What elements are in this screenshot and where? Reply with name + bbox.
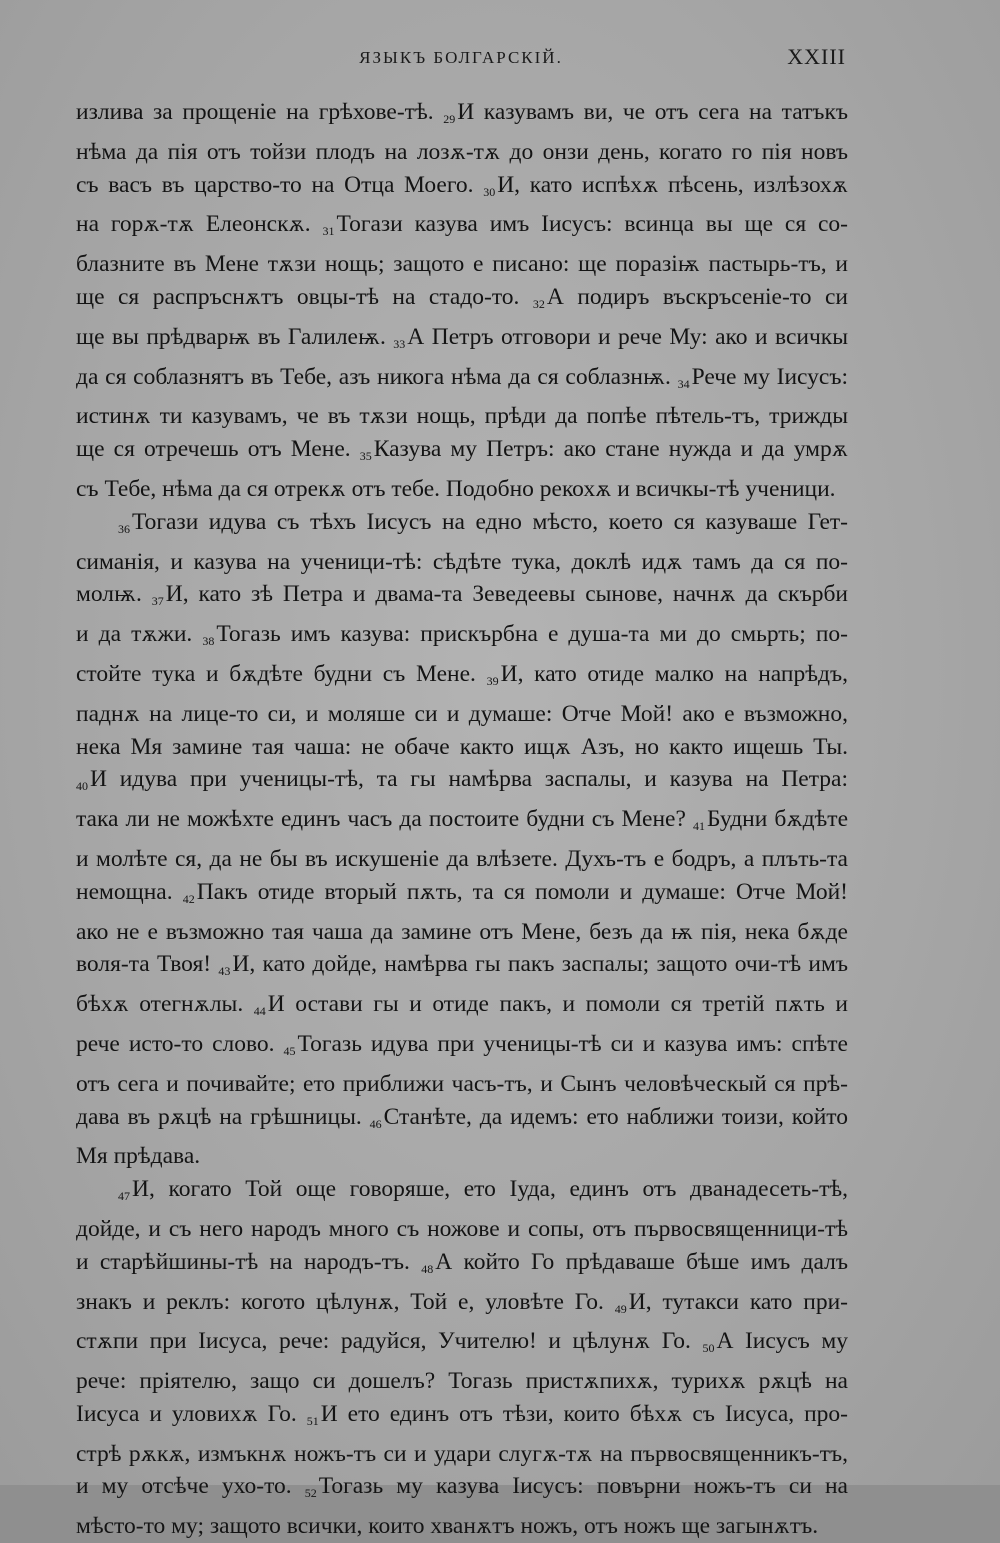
verse-number: 35	[359, 449, 372, 464]
text-segment: ще вы прѣдварѭ въ Галилеѭ.	[76, 323, 394, 350]
verse-number: 42	[182, 891, 195, 906]
text-line	[76, 1365, 848, 1398]
text-line	[76, 803, 848, 843]
verse-number: 48	[421, 1261, 434, 1276]
text-segment: Пакъ отиде вторый пѫть, та ся помоли и думаше: Отче Мой!	[196, 878, 848, 905]
text-segment: И, когато Той още говоряше, ето Іуда, единъ отъ дванадесеть-тѣ,	[132, 1176, 848, 1203]
text-line	[76, 843, 848, 876]
verse-number: 41	[693, 819, 706, 834]
text-line	[76, 321, 848, 361]
text-segment: съ Тебе, нѣма да ся отрекѫ отъ тебе. Подобно рекохѫ и всичкы-тѣ ученици.	[76, 475, 836, 502]
text-segment: Станѣте, да идемъ: ето наближи тоизи, който	[383, 1103, 848, 1130]
body-text	[76, 96, 848, 1543]
text-segment: нека Мя замине тая чаша: не обаче както ищѫ Азъ, но както ищешь Ты.	[76, 733, 848, 760]
verse-number: 29	[443, 112, 456, 126]
text-segment: немощна.	[76, 878, 183, 905]
text-line	[76, 169, 848, 209]
verse-number: 46	[369, 1116, 382, 1131]
text-line	[76, 136, 848, 169]
text-line	[76, 1438, 848, 1471]
text-line	[76, 731, 848, 764]
text-segment: рече: пріятелю, защо си дошелъ? Тогазь пристѫпихѫ, турихѫ рѫцѣ на	[76, 1368, 848, 1395]
text-line	[76, 578, 848, 618]
text-line	[76, 506, 848, 546]
paragraph	[76, 506, 848, 1173]
verse-number: 33	[393, 336, 406, 351]
verse-number: 30	[483, 184, 496, 199]
text-line	[76, 658, 848, 698]
text-segment: да ся соблазнятъ въ Тебе, азъ никога нѣма да ся соблазнѭ.	[76, 363, 678, 390]
text-line	[76, 96, 848, 136]
verse-number: 32	[532, 296, 545, 311]
text-segment: рече исто-то слово.	[76, 1030, 284, 1057]
page-number: XXIII	[787, 44, 846, 69]
text-segment: ще ся распръснѫтъ овцы-тѣ на стадо-то.	[76, 283, 533, 310]
text-segment: А Іисусъ му	[716, 1328, 848, 1355]
text-segment: стрѣ рѫкѫ, измъкнѫ ножъ-тъ си и удари слугѫ-тѫ на първосвященникъ-тъ,	[76, 1440, 848, 1467]
text-line	[76, 1510, 848, 1543]
text-line	[76, 1068, 848, 1101]
text-line	[76, 1101, 848, 1141]
text-segment: Іисуса и уловихѫ Го.	[76, 1400, 307, 1427]
text-line	[76, 546, 848, 579]
text-segment: И, като дойде, намѣрва гы пакъ заспалы; защото очи-тѣ имъ	[232, 951, 848, 978]
text-line	[76, 876, 848, 916]
text-segment: бѣхѫ отегнѫлы.	[76, 991, 254, 1018]
verse-number: 47	[118, 1189, 130, 1204]
text-segment: Тогазь идува при ученицы-тѣ си и казува имъ: спѣте	[297, 1030, 848, 1057]
text-segment: И остави гы и отиде пакъ, и помоли ся третій пѫть и	[267, 991, 848, 1018]
running-head	[76, 40, 846, 76]
text-line	[76, 1246, 848, 1286]
text-segment: така ли не можѣхте единъ часъ да постоите будни съ Мене?	[76, 806, 694, 833]
text-segment: А подиръ въскръсеніе-то си	[546, 283, 848, 310]
verse-number: 45	[283, 1043, 296, 1058]
verse-number: 51	[306, 1413, 319, 1428]
text-segment: стойте тука и бѫдѣте будни съ Мене.	[76, 660, 487, 687]
text-segment: И, като испѣхѫ пѣсень, излѣзохѫ	[497, 171, 848, 198]
text-segment: И, тутакси като при-	[628, 1288, 848, 1315]
text-segment: Казува му Петръ: ако стане нужда и да умрѫ	[373, 436, 848, 463]
text-segment: Тогази идува съ тѣхъ Іисусъ на едно мѣсто, което ся казуваше Гет-	[132, 508, 848, 535]
text-segment: и да тѫжи.	[76, 621, 203, 648]
verse-number: 43	[218, 964, 231, 979]
text-line	[76, 473, 848, 506]
verse-number: 40	[76, 779, 88, 794]
text-line	[76, 988, 848, 1028]
verse-number: 52	[304, 1486, 317, 1501]
text-segment: И казувамъ ви, че отъ сега на татъкъ	[457, 99, 849, 125]
text-segment: и молѣте ся, да не бы въ искушеніе да влѣзете. Духъ-тъ е бодръ, а плъть-та	[76, 845, 848, 872]
text-segment: Тогазь му казува Іисусъ: повърни ножъ-тъ си на	[318, 1473, 848, 1500]
text-line	[76, 1398, 848, 1438]
verse-number: 50	[702, 1341, 715, 1356]
text-segment: знакъ и реклъ: когото цѣлунѫ, Той е, уловѣте Го.	[76, 1288, 615, 1315]
text-segment: воля-та Твоя!	[76, 951, 219, 978]
text-segment: Тогазь имъ казува: прискърбна е душа-та ми до смьрть; по-	[216, 621, 848, 648]
text-line	[76, 1286, 848, 1326]
verse-number: 39	[486, 673, 499, 688]
verse-number: 44	[253, 1004, 266, 1019]
text-segment: И, като зѣ Петра и двама-та Зеведеевы сынове, начнѫ да скърби	[165, 581, 848, 608]
text-segment: на горѫ-тѫ Елеонскѫ.	[76, 211, 323, 238]
text-segment: истинѫ ти казувамъ, че въ тѫзи нощь, прѣди да попѣе пѣтель-тъ, трижды	[76, 403, 848, 430]
text-segment: дойде, и съ него народъ много съ ножове и сопы, отъ първосвященници-тѣ	[76, 1215, 848, 1242]
verse-number: 34	[677, 376, 690, 391]
text-line	[76, 208, 848, 248]
verse-number: 49	[614, 1301, 627, 1316]
text-line	[76, 698, 848, 731]
text-segment: ако не е възможно тая чаша да замине отъ Мене, безъ да ѭ пія, нека бѫде	[76, 918, 848, 945]
text-segment: нѣма да пія отъ тойзи плодъ на лозѫ-тѫ до онзи день, когато го пія новъ	[76, 138, 848, 165]
text-line	[76, 1140, 848, 1173]
text-line	[76, 281, 848, 321]
text-segment: И идува при ученицы-тѣ, та гы намѣрва заспалы, и казува на Петра:	[90, 766, 848, 793]
text-segment: и старѣйшины-тѣ на народъ-тъ.	[76, 1248, 422, 1275]
text-line	[76, 1028, 848, 1068]
text-line	[76, 1470, 848, 1510]
text-segment: Мя прѣдава.	[76, 1143, 201, 1170]
running-title: ЯЗЫКЪ БОЛГАРСКІЙ.	[359, 48, 563, 67]
text-segment: И, като отиде малко на напрѣдъ,	[500, 660, 848, 687]
text-segment: симанія, и казува на ученици-тѣ: сѣдѣте тука, доклѣ идѫ тамъ да ся по-	[76, 548, 848, 575]
text-segment: Будни бѫдѣте	[707, 806, 848, 833]
text-line	[76, 1325, 848, 1365]
text-segment: И ето единъ отъ тѣзи, които бѣхѫ съ Іисуса, про-	[320, 1400, 848, 1427]
paragraph	[76, 1173, 848, 1543]
text-line	[76, 361, 848, 401]
text-line	[76, 618, 848, 658]
text-segment: Рече му Іисусъ:	[691, 363, 849, 390]
text-line	[76, 1213, 848, 1246]
text-segment: и му отсѣче ухо-то.	[76, 1473, 305, 1500]
text-segment: отъ сега и почивайте; ето приближи часъ-тъ, и Сынъ человѣческый ся прѣ-	[76, 1070, 848, 1097]
verse-number: 37	[151, 594, 164, 609]
verse-number: 36	[118, 521, 130, 536]
text-line	[76, 916, 848, 949]
text-line	[76, 948, 848, 988]
text-segment: съ васъ въ царство-то на Отца Моего.	[76, 171, 484, 198]
text-segment: стѫпи при Іисуса, рече: радуйся, Учителю! и цѣлунѫ Го.	[76, 1328, 703, 1355]
text-segment: мѣсто-то му; защото всички, които хванѫтъ ножъ, отъ ножъ ще загынѫтъ.	[76, 1513, 819, 1540]
text-segment: ще ся отречешь отъ Мене.	[76, 436, 360, 463]
text-segment: излива за прощеніе на грѣхове-тѣ.	[76, 99, 444, 125]
text-segment: дава въ рѫцѣ на грѣшницы.	[76, 1103, 370, 1130]
text-segment: Тогази казува имъ Іисусъ: всинца вы ще ся со-	[336, 211, 848, 238]
text-segment: А Петръ отговори и рече Му: ако и всичкы	[407, 323, 848, 350]
text-line	[76, 763, 848, 803]
text-segment: блазните въ Мене тѫзи нощь; защото е писано: ще поразіѭ пастырь-тъ, и	[76, 251, 848, 278]
text-line	[76, 400, 848, 433]
text-line	[76, 248, 848, 281]
text-line	[76, 433, 848, 473]
paragraph	[76, 96, 848, 506]
verse-number: 38	[202, 634, 215, 649]
verse-number: 31	[322, 224, 335, 239]
text-segment: А който Го прѣдаваше бѣше имъ далъ	[435, 1248, 849, 1275]
text-segment: молѭ.	[76, 581, 152, 608]
text-line	[76, 1173, 848, 1213]
text-segment: паднѫ на лице-то си, и моляше си и думаше: Отче Мой! ако е възможно,	[76, 700, 848, 727]
